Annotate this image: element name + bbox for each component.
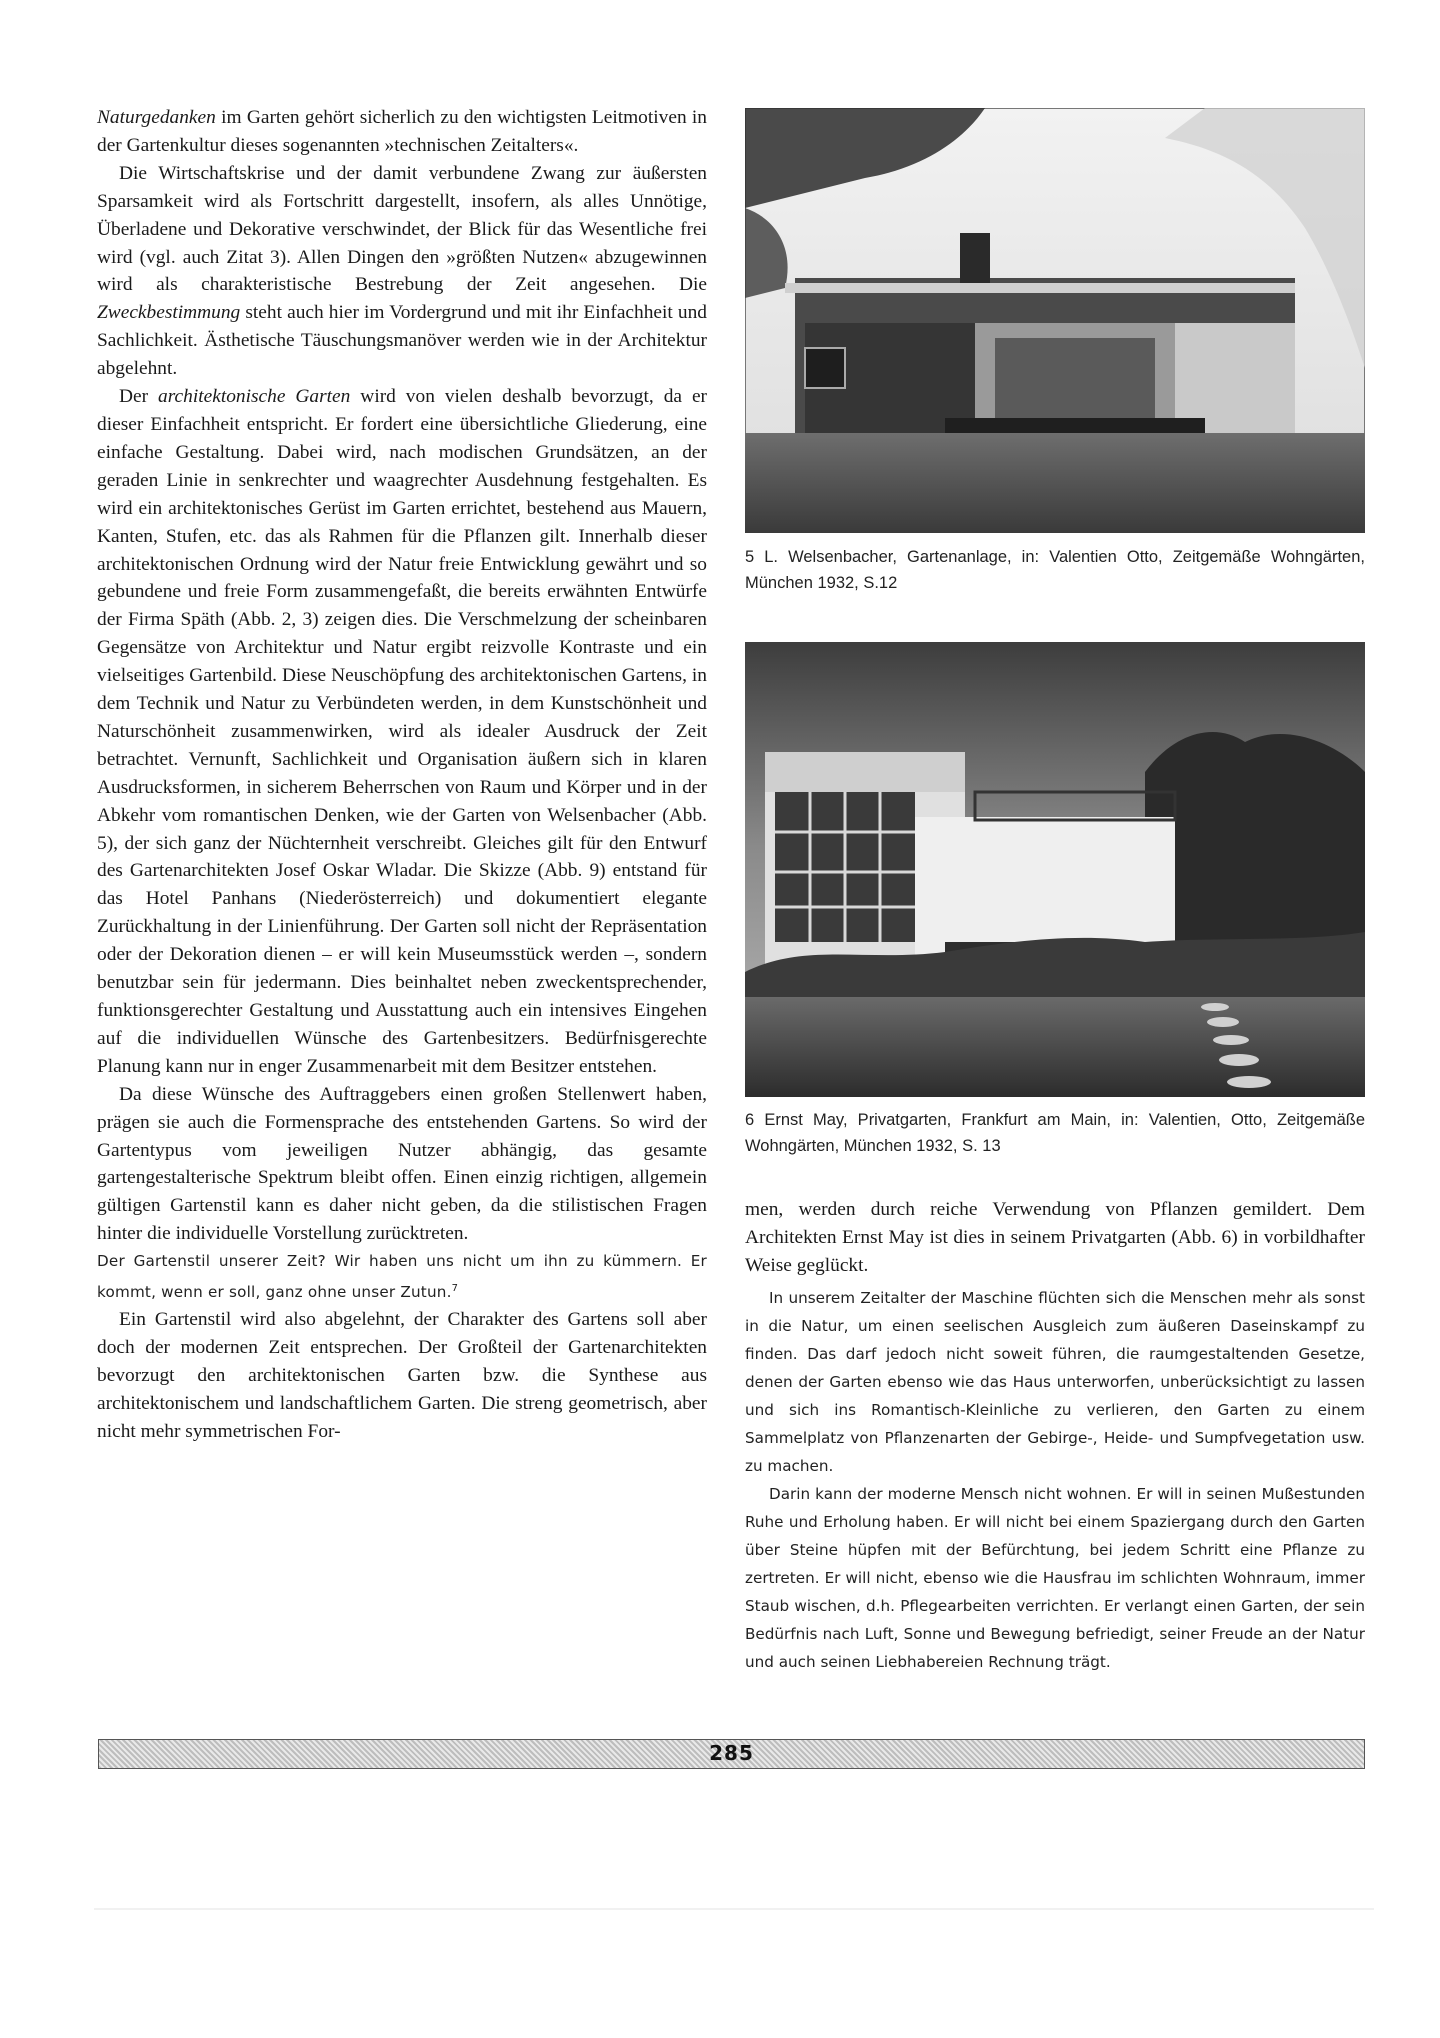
figure-5-caption-text: 5 L. Welsenbacher, Gartenanlage, in: Valentien Otto, Zeitgemäße Wohngärten, München 1932, S.12 xyxy=(745,548,1365,592)
paragraph-4-text: Da diese Wünsche des Auftraggebers einen großen Stellenwert haben, prägen sie auch die Formensprache des entstehenden Gartens. So wird der Gartentypus vom jeweiligen Nutzer abhängig, das gesamte gartengestalterische Spektrum bleibt offen. Einen einzig richtigen, allgemein gültigen Gartenstil kann es daher nicht geben, da die stilistischen Fragen hinter die individuelle Vorstellung zurücktreten. xyxy=(97,1083,707,1245)
emphasis-architektonische-garten: architektonische Garten xyxy=(158,386,351,408)
paragraph-2 xyxy=(97,160,707,383)
figure-5-photo xyxy=(745,108,1365,533)
paragraph-2-rest: steht auch hier im Vordergrund und mit ihr Einfachheit und Sachlichkeit. Ästhetische Täuschungsmanöver werden wie in der Architektur abgelehnt. xyxy=(97,302,707,380)
quote-gartenstil xyxy=(97,1248,707,1306)
right-quote-block xyxy=(745,1284,1365,1676)
ernst-may-garden-image xyxy=(745,642,1365,1097)
welsenbacher-garden-image xyxy=(745,108,1365,533)
quote-text: Der Gartenstil unserer Zeit? Wir haben uns nicht um ihn zu kümmern. Er kommt, wenn er soll, ganz ohne unser Zutun. xyxy=(97,1252,707,1302)
figure-6-caption xyxy=(745,1107,1365,1159)
quote-paragraph-1: In unserem Zeitalter der Maschine flüchten sich die Menschen mehr als sonst in die Natur, um einen seelischen Ausgleich zum äußeren Daseinskampf zu finden. Das darf jedoch nicht soweit führen, die raumgestaltenden Gesetze, denen der Garten ebenso wie das Haus unterworfen, unberücksichtigt zu lassen und sich ins Romantisch-Kleinliche zu verlieren, den Garten zu einem Sammelplatz von Pflanzenarten der Gebirge-, Heide- und Sumpfvegetation usw. zu machen. xyxy=(745,1289,1365,1475)
continuation-paragraph: men, werden durch reiche Verwendung von Pflanzen gemildert. Dem Architekten Ernst May ist dies in seinem Privatgarten (Abb. 6) in vorbildhafter Weise geglückt. xyxy=(745,1199,1365,1276)
paragraph-4 xyxy=(97,1081,707,1248)
figure-6-photo xyxy=(745,642,1365,1097)
paragraph-1 xyxy=(97,104,707,160)
page-number: 285 xyxy=(709,1741,754,1765)
paragraph-5 xyxy=(97,1306,707,1446)
paragraph-3 xyxy=(97,383,707,1081)
quote-paragraph-2: Darin kann der moderne Mensch nicht wohnen. Er will in seinen Mußestunden Ruhe und Erholung haben. Er will nicht bei einem Spaziergang durch den Garten über Steine hüpfen mit der Befürchtung, bei jedem Schritt eine Pflanze zu zertreten. Er will nicht, ebenso wie die Hausfrau im schlichten Wohnraum, immer Staub wischen, d.h. Pflegearbeiten verrichten. Er verlangt einen Garten, der sein Bedürfnis nach Luft, Sonne und Bewegung befriedigt, seiner Freude an der Natur und auch seinen Liebhabereien Rechnung trägt. xyxy=(745,1485,1365,1671)
paragraph-2-text: Die Wirtschaftskrise und der damit verbundene Zwang zur äußersten Sparsamkeit wird als Fortschritt dargestellt, insofern, als alles Unnötige, Überladene und Dekorative verschwindet, der Blick für das Wesentliche frei wird (vgl. auch Zitat 3). Allen Dingen den »größten Nutzen« abzugewinnen wird als charakteristische Bestrebung der Zeit angesehen. Die xyxy=(97,162,707,296)
bottom-divider xyxy=(94,1908,1374,1910)
emphasis-zweckbestimmung: Zweckbestimmung xyxy=(97,302,241,324)
figure-6-caption-text: 6 Ernst May, Privatgarten, Frankfurt am Main, in: Valentien, Otto, Zeitgemäße Wohngärten, München 1932, S. 13 xyxy=(745,1111,1365,1155)
left-text-column xyxy=(97,104,707,1446)
emphasis-naturgedanken: Naturgedanken xyxy=(97,107,216,128)
right-text-continuation xyxy=(745,1196,1365,1280)
paragraph-5-text: Ein Gartenstil wird also abgelehnt, der Charakter des Gartens soll aber doch der modernen Zeit entsprechen. Der Großteil der Gartenarchitekten bevorzugt den architektonischen Garten bzw. die Synthese aus architektonischem und landschaftlichem Garten. Die streng geometrisch, aber nicht mehr symmetrischen For- xyxy=(97,1309,707,1442)
footnote-marker: 7 xyxy=(451,1283,459,1295)
page-footer-bar xyxy=(98,1739,1365,1769)
paragraph-3-lead: Der xyxy=(119,386,159,408)
paragraph-1-text: im Garten gehört sicherlich zu den wichtigsten Leitmotiven in der Gartenkultur dieses sogenannten »technischen Zeitalters«. xyxy=(97,107,707,156)
figure-5-caption xyxy=(745,544,1365,596)
paragraph-3-text: wird von vielen deshalb bevorzugt, da er dieser Einfachheit entspricht. Er fordert eine übersichtliche Gliederung, eine einfache Gestaltung. Dabei wird, nach modischen Grundsätzen, an der geraden Linie in senkrechter und waagrechter Ausdehnung festgehalten. Es wird ein architektonisches Gerüst im Garten errichtet, bestehend aus Mauern, Kanten, Stufen, etc. das als Rahmen für die Pflanzen gilt. Innerhalb dieser architektonischen Ordnung wird der Natur freie Entwicklung gewährt und so gebundene und freie Form zusammengefaßt, die bereits erwähnten Entwürfe der Firma Späth (Abb. 2, 3) zeigen dies. Die Verschmelzung der scheinbaren Gegensätze von Architektur und Natur ergibt reizvolle Kontraste und ein vielseitiges Gartenbild. Diese Neuschöpfung des architektonischen Gartens, in dem Technik und Natur zu Verbündeten werden, in dem Kunstschönheit und Naturschönheit zusammenwirken, wird als idealer Ausdruck der Zeit betrachtet. Vernunft, Sachlichkeit und Organisation äußern sich in klaren Ausdrucksformen, in sicherem Beherrschen von Raum und Körper und in der Abkehr vom romantischen Denken, wie der Garten von Welsenbacher (Abb. 5), der sich ganz der Nüchternheit verschreibt. Gleiches gilt für den Entwurf des Gartenarchitekten Josef Oskar Wladar. Die Skizze (Abb. 9) entstand für das Hotel Panhans (Niederösterreich) und dokumentiert elegante Zurückhaltung in der Linienführung. Der Garten soll nicht der Repräsentation oder der Dekoration dienen – er will kein Museumsstück werden –, sondern benutzbar sein für jedermann. Dies beinhaltet neben zweckentsprechender, funktionsgerechter Gestaltung und Ausstattung auch ein intensives Eingehen auf die individuellen Wünsche des Gartenbesitzers. Bedürfnisgerechte Planung kann nur in enger Zusammenarbeit mit dem Besitzer entstehen. xyxy=(97,386,708,1077)
